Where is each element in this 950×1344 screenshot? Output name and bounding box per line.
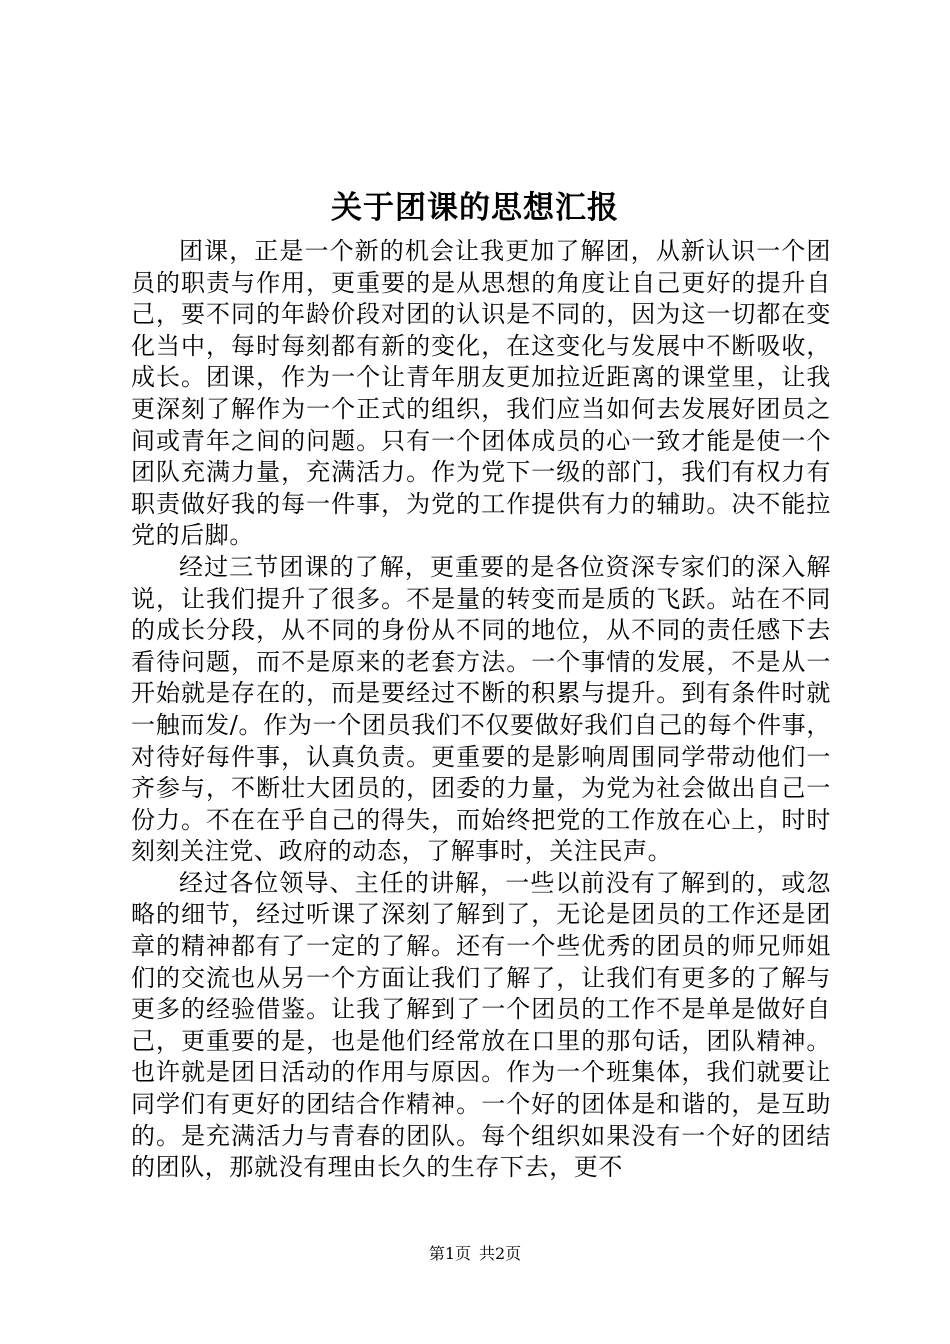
page-number-current: 第1页 (428, 1244, 471, 1263)
document-body (131, 236, 831, 1184)
page-footer (0, 1243, 950, 1265)
paragraph-2: 经过三节团课的了解，更重要的是各位资深专家们的深入解说，让我们提升了很多。不是量的转变而是质的飞跃。站在不同的成长分段，从不同的身份从不同的地位，从不同的责任感下去看待问题，而不是原来的老套方法。一个事情的发展，不是从一开始就是存在的，而是要经过不断的积累与提升。到有条件时就一触而发/。作为一个团员我们不仅要做好我们自己的每个件事，对待好每件事，认真负责。更重要的是影响周围同学带动他们一齐参与，不断壮大团员的，团委的力量，为党为社会做出自己一份力。不在在乎自己的得失，而始终把党的工作放在心上，时时刻刻关注党、政府的动态，了解事时，关注民声。 (131, 552, 831, 866)
paragraph-3: 经过各位领导、主任的讲解，一些以前没有了解到的，或忽略的细节，经过听课了深刻了解到了，无论是团员的工作还是团章的精神都有了一定的了解。还有一个些优秀的团员的师兄师姐们的交流也从另一个方面让我们了解了，让我们有更多的了解与更多的经验借鉴。让我了解到了一个团员的工作不是单是做好自己，更重要的是，也是他们经常放在口里的那句话，团队精神。也许就是团日活动的作用与原因。作为一个班集体，我们就要让同学们有更好的团结合作精神。一个好的团体是和谐的，是互助的。是充满活力与青春的团队。每个组织如果没有一个好的团结的团队，那就没有理由长久的生存下去，更不 (131, 868, 831, 1182)
page-number-total: 共2页 (479, 1244, 522, 1263)
document-title: 关于团课的思想汇报 (331, 190, 619, 226)
paragraph-1: 团课，正是一个新的机会让我更加了解团，从新认识一个团员的职责与作用，更重要的是从思想的角度让自己更好的提升自己，要不同的年龄价段对团的认识是不同的，因为这一切都在变化当中，每时每刻都有新的变化，在这变化与发展中不断吸收，成长。团课，作为一个让青年朋友更加拉近距离的课堂里，让我更深刻了解作为一个正式的组织，我们应当如何去发展好团员之间或青年之间的问题。只有一个团体成员的心一致才能是使一个团队充满力量，充满活力。作为党下一级的部门，我们有权力有职责做好我的每一件事，为党的工作提供有力的辅助。决不能拉党的后脚。 (131, 237, 831, 550)
